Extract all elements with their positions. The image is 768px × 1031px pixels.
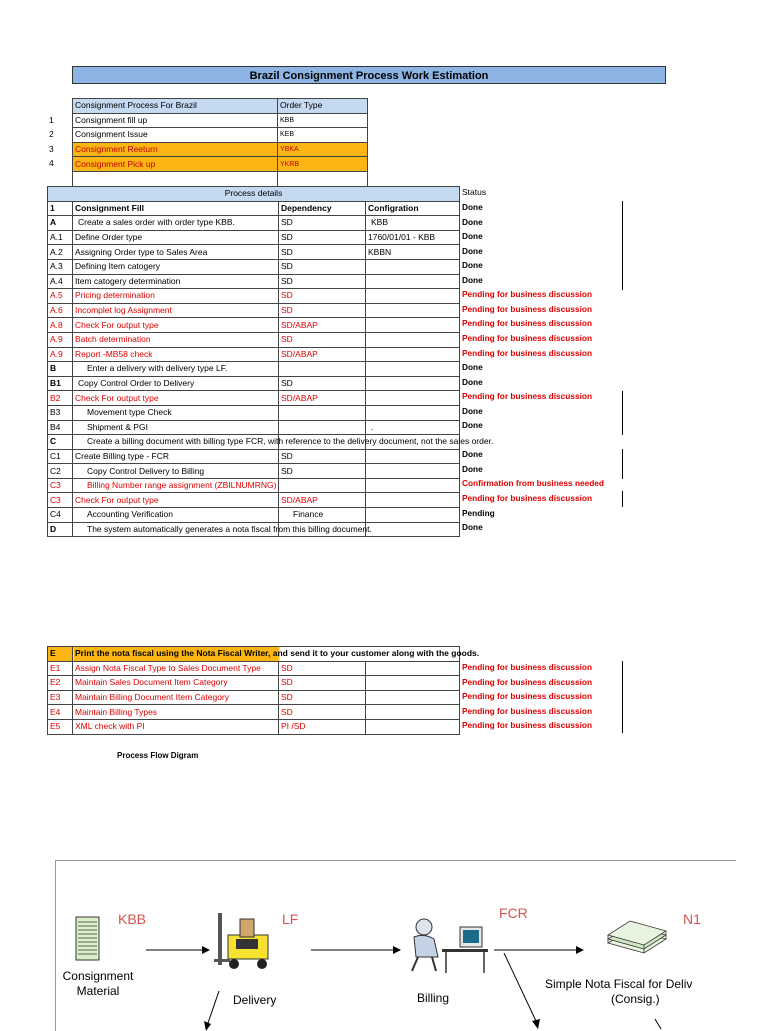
process-code: A bbox=[48, 216, 73, 231]
process-desc: Pricing determination bbox=[73, 289, 279, 304]
process-row bbox=[48, 376, 460, 391]
status-cell: Pending for business discussion bbox=[462, 676, 593, 687]
process-desc: Check For output type bbox=[73, 318, 279, 333]
process-header-cell: Consignment Fill bbox=[73, 201, 279, 216]
process-dependency: SD bbox=[279, 230, 366, 245]
process-desc: Batch determination bbox=[73, 332, 279, 347]
process-config bbox=[366, 376, 460, 391]
order-type-table bbox=[72, 98, 368, 187]
process-code: C4 bbox=[48, 508, 73, 523]
process-header-cell: Dependency bbox=[279, 201, 366, 216]
nota-desc: Assign Nota Fiscal Type to Sales Document Type bbox=[73, 661, 279, 676]
order-header-cell: Order Type bbox=[278, 99, 368, 114]
nota-code: E1 bbox=[48, 661, 73, 676]
nota-config bbox=[366, 719, 460, 734]
nota-row bbox=[48, 705, 460, 720]
kbb-label: KBB bbox=[118, 911, 147, 927]
nota-code: E3 bbox=[48, 690, 73, 705]
process-code: C2 bbox=[48, 464, 73, 479]
process-dependency bbox=[279, 362, 366, 377]
process-code: A.9 bbox=[48, 347, 73, 362]
process-code: B1 bbox=[48, 376, 73, 391]
process-desc: Check For output type bbox=[73, 493, 279, 508]
status-cell: Done bbox=[462, 362, 483, 373]
process-desc: Accounting Verification bbox=[73, 508, 279, 523]
material-label bbox=[60, 969, 136, 999]
process-config bbox=[366, 522, 460, 537]
process-dependency: SD bbox=[279, 274, 366, 289]
arrow-icon bbox=[202, 989, 222, 1031]
process-config bbox=[366, 362, 460, 377]
order-header-cell: Consignment Process For Brazil bbox=[73, 99, 278, 114]
process-row bbox=[48, 478, 460, 493]
status-cell: Done bbox=[462, 405, 483, 416]
process-row bbox=[48, 405, 460, 420]
nota-header-row bbox=[48, 647, 460, 662]
process-desc: The system automatically generates a nota fiscal from this billing document. bbox=[73, 522, 279, 537]
page-title: Brazil Consignment Process Work Estimation bbox=[72, 66, 666, 84]
process-config bbox=[366, 449, 460, 464]
nota-desc: Maintain Billing Document Item Category bbox=[73, 690, 279, 705]
fcr-label: FCR bbox=[499, 905, 528, 921]
process-dependency bbox=[279, 405, 366, 420]
nota-config bbox=[366, 690, 460, 705]
process-config bbox=[366, 493, 460, 508]
process-desc: Check For output type bbox=[73, 391, 279, 406]
process-desc: Enter a delivery with delivery type LF. bbox=[73, 362, 279, 377]
process-row bbox=[48, 493, 460, 508]
process-desc: Movement type Check bbox=[73, 405, 279, 420]
status-cell: Pending for business discussion bbox=[462, 318, 593, 329]
nota-desc: XML check with PI bbox=[73, 719, 279, 734]
process-row bbox=[48, 420, 460, 435]
billing-label: Billing bbox=[417, 991, 450, 1005]
nota-config bbox=[366, 661, 460, 676]
process-code: B2 bbox=[48, 391, 73, 406]
process-row bbox=[48, 230, 460, 245]
forklift-icon bbox=[214, 911, 276, 971]
process-desc: Report -MB58 check bbox=[73, 347, 279, 362]
process-desc: Assigning Order type to Sales Area bbox=[73, 245, 279, 260]
material-label-text: Consignment Material bbox=[62, 969, 134, 998]
order-type-cell: YKRB bbox=[278, 157, 368, 172]
process-banner: Process details bbox=[48, 187, 460, 202]
status-cell: Done bbox=[462, 463, 483, 474]
process-dependency: SD/ABAP bbox=[279, 391, 366, 406]
status-cell: Pending for business discussion bbox=[462, 493, 593, 503]
process-dependency: SD/ABAP bbox=[279, 318, 366, 333]
nota-row bbox=[48, 661, 460, 676]
status-cell: Pending for business discussion bbox=[462, 720, 593, 730]
process-desc: Billing Number range assignment (ZBILNUMRNG) bbox=[73, 478, 279, 493]
delivery-label: Delivery bbox=[233, 993, 277, 1007]
nota-desc: Maintain Billing Types bbox=[73, 705, 279, 720]
nota-fiscal-table bbox=[47, 646, 480, 735]
process-desc: Create Billing type - FCR bbox=[73, 449, 279, 464]
process-code: C1 bbox=[48, 449, 73, 464]
process-desc: Create a billing document with billing type FCR, with reference to the delivery document, not the sales order. bbox=[73, 435, 279, 450]
process-code: B bbox=[48, 362, 73, 377]
arrow-icon bbox=[502, 951, 544, 1031]
nota-fiscal-label: Simple Nota Fiscal for Deliv bbox=[545, 977, 693, 991]
nota-code: E bbox=[48, 647, 73, 662]
order-type-cell: KEB bbox=[278, 128, 368, 143]
nota-dependency: SD bbox=[279, 690, 366, 705]
arrow-icon bbox=[311, 944, 401, 956]
lf-label: LF bbox=[282, 911, 299, 927]
paper-stack-icon bbox=[604, 919, 670, 959]
process-config bbox=[366, 318, 460, 333]
process-config bbox=[366, 391, 460, 406]
flow-caption: Process Flow Digram bbox=[117, 751, 199, 760]
process-desc: Define Order type bbox=[73, 230, 279, 245]
process-code: C bbox=[48, 435, 73, 450]
column-marker bbox=[622, 449, 623, 479]
process-dependency: SD bbox=[279, 464, 366, 479]
process-banner-row bbox=[48, 187, 460, 202]
process-row bbox=[48, 274, 460, 289]
process-row bbox=[48, 245, 460, 260]
process-row bbox=[48, 449, 460, 464]
process-code: A.1 bbox=[48, 230, 73, 245]
process-header-cell: Configration bbox=[366, 201, 460, 216]
process-row bbox=[48, 216, 460, 231]
process-config bbox=[366, 464, 460, 479]
order-blank-row bbox=[73, 171, 368, 186]
process-config bbox=[366, 274, 460, 289]
process-row bbox=[48, 318, 460, 333]
process-desc: Create a sales order with order type KBB. bbox=[73, 216, 279, 231]
order-process-cell: Consignment Reeturn bbox=[73, 142, 278, 157]
process-dependency: SD/ABAP bbox=[279, 493, 366, 508]
status-cell: Done bbox=[462, 216, 483, 227]
billing-person-icon bbox=[406, 915, 496, 975]
process-code: A.2 bbox=[48, 245, 73, 260]
process-dependency: SD bbox=[279, 332, 366, 347]
process-dependency: SD bbox=[279, 245, 366, 260]
n1-label: N1 bbox=[683, 911, 701, 927]
process-desc: Item catogery determination bbox=[73, 274, 279, 289]
process-row bbox=[48, 391, 460, 406]
order-process-cell: Consignment fill up bbox=[73, 113, 278, 128]
process-dependency bbox=[279, 478, 366, 493]
status-cell: Pending for business discussion bbox=[462, 705, 593, 716]
process-config: 1760/01/01 - KBB bbox=[366, 230, 460, 245]
process-row bbox=[48, 332, 460, 347]
process-dependency: SD bbox=[279, 449, 366, 464]
row-number: 1 bbox=[49, 115, 54, 125]
row-number: 4 bbox=[49, 158, 54, 169]
process-row bbox=[48, 347, 460, 362]
process-config bbox=[366, 332, 460, 347]
process-desc: Shipment & PGI bbox=[73, 420, 279, 435]
process-config bbox=[366, 508, 460, 523]
process-config bbox=[366, 347, 460, 362]
arrow-icon bbox=[146, 944, 210, 956]
status-cell: Pending for business discussion bbox=[462, 662, 593, 672]
order-process-cell: Consignment Issue bbox=[73, 128, 278, 143]
column-marker bbox=[622, 201, 623, 290]
status-cell: Done bbox=[462, 376, 483, 387]
process-desc: Copy Control Delivery to Billing bbox=[73, 464, 279, 479]
status-cell: Pending for business discussion bbox=[462, 347, 593, 358]
process-row bbox=[48, 259, 460, 274]
order-table-header bbox=[73, 99, 368, 114]
process-dependency: SD bbox=[279, 259, 366, 274]
process-flow-diagram bbox=[55, 860, 736, 1031]
nota-dependency: PI /SD bbox=[279, 719, 366, 734]
process-dependency: Finance bbox=[279, 508, 366, 523]
order-row bbox=[73, 157, 368, 172]
blank-cell bbox=[278, 171, 368, 186]
column-marker bbox=[622, 491, 623, 507]
process-code: A.4 bbox=[48, 274, 73, 289]
process-config: KBBN bbox=[366, 245, 460, 260]
process-code: A.3 bbox=[48, 259, 73, 274]
process-header-row bbox=[48, 201, 460, 216]
row-number: 2 bbox=[49, 129, 54, 140]
nota-code: E5 bbox=[48, 719, 73, 734]
status-cell: Done bbox=[462, 274, 483, 285]
row-number: 3 bbox=[49, 143, 54, 154]
process-config bbox=[366, 289, 460, 304]
blank-cell bbox=[73, 171, 278, 186]
status-cell: Confirmation from business needed bbox=[462, 478, 604, 489]
nota-config bbox=[366, 705, 460, 720]
order-type-cell: YBKA bbox=[278, 142, 368, 157]
nota-dependency: SD bbox=[279, 705, 366, 720]
status-cell: Done bbox=[462, 260, 483, 271]
process-config: . bbox=[366, 420, 460, 435]
process-row bbox=[48, 522, 460, 537]
process-row bbox=[48, 508, 460, 523]
process-row bbox=[48, 362, 460, 377]
column-marker bbox=[622, 391, 623, 435]
process-code: A.8 bbox=[48, 318, 73, 333]
nota-row bbox=[48, 676, 460, 691]
status-cell: Pending bbox=[462, 507, 495, 518]
column-marker bbox=[622, 661, 623, 733]
status-cell: Done bbox=[462, 522, 483, 533]
process-code: B3 bbox=[48, 405, 73, 420]
process-desc: Defining Item catogery bbox=[73, 259, 279, 274]
process-dependency: SD bbox=[279, 216, 366, 231]
nota-dependency: SD bbox=[279, 676, 366, 691]
status-cell: Done bbox=[462, 420, 483, 431]
nota-code: E2 bbox=[48, 676, 73, 691]
nota-row bbox=[48, 719, 460, 734]
process-dependency: SD/ABAP bbox=[279, 347, 366, 362]
status-cell: Done bbox=[462, 449, 483, 460]
process-dependency: SD bbox=[279, 303, 366, 318]
process-code: D bbox=[48, 522, 73, 537]
consig-label: (Consig.) bbox=[611, 992, 660, 1006]
process-config bbox=[366, 259, 460, 274]
process-row bbox=[48, 303, 460, 318]
process-row bbox=[48, 435, 460, 450]
nota-row bbox=[48, 690, 460, 705]
nota-header-desc: Print the nota fiscal using the Nota Fiscal Writer, and send it to your customer along with the goods. bbox=[73, 647, 460, 662]
process-row bbox=[48, 289, 460, 304]
document-icon bbox=[75, 916, 101, 962]
process-desc: Incomplet log Assignment bbox=[73, 303, 279, 318]
status-column-header: Status bbox=[462, 187, 487, 197]
process-dependency: SD bbox=[279, 376, 366, 391]
arrow-icon bbox=[653, 1017, 667, 1031]
process-code: C3 bbox=[48, 478, 73, 493]
process-code: A.5 bbox=[48, 289, 73, 304]
process-dependency bbox=[279, 420, 366, 435]
process-dependency: SD bbox=[279, 289, 366, 304]
order-process-cell: Consignment Pick up bbox=[73, 157, 278, 172]
order-type-cell: KBB bbox=[278, 113, 368, 128]
process-code: B4 bbox=[48, 420, 73, 435]
nota-desc: Maintain Sales Document Item Category bbox=[73, 676, 279, 691]
status-cell: Done bbox=[462, 245, 483, 256]
status-cell: Pending for business discussion bbox=[462, 289, 593, 300]
status-cell: Pending for business discussion bbox=[462, 691, 593, 701]
nota-config bbox=[366, 676, 460, 691]
nota-code: E4 bbox=[48, 705, 73, 720]
process-config: KBB bbox=[366, 216, 460, 231]
process-config bbox=[366, 405, 460, 420]
process-row bbox=[48, 464, 460, 479]
status-cell: Pending for business discussion bbox=[462, 332, 593, 343]
process-header-cell: 1 bbox=[48, 201, 73, 216]
status-cell: Pending for business discussion bbox=[462, 391, 593, 402]
process-config bbox=[366, 478, 460, 493]
status-cell: Done bbox=[462, 202, 483, 212]
order-row bbox=[73, 142, 368, 157]
order-row bbox=[73, 128, 368, 143]
process-desc: Copy Control Order to Delivery bbox=[73, 376, 279, 391]
process-config bbox=[366, 303, 460, 318]
process-code: A.6 bbox=[48, 303, 73, 318]
status-cell: Done bbox=[462, 231, 483, 242]
order-row bbox=[73, 113, 368, 128]
process-code: A.9 bbox=[48, 332, 73, 347]
process-code: C3 bbox=[48, 493, 73, 508]
nota-dependency: SD bbox=[279, 661, 366, 676]
status-cell: Pending for business discussion bbox=[462, 303, 593, 314]
